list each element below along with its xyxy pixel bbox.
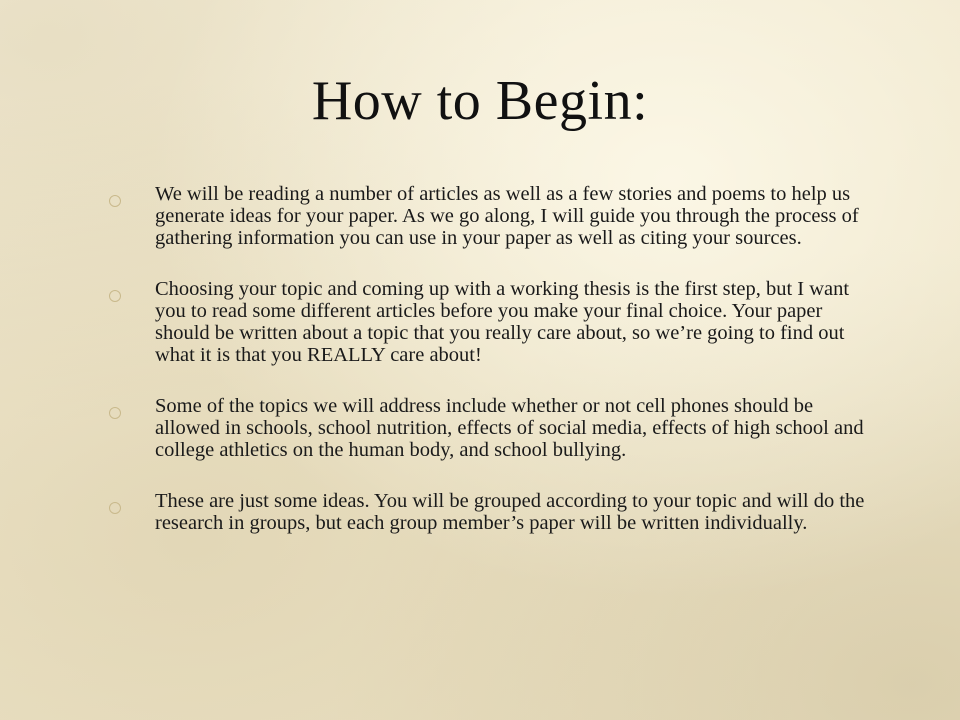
bullet-list bbox=[108, 183, 868, 563]
slide-title: How to Begin: bbox=[311, 70, 649, 132]
bullet-item bbox=[108, 490, 868, 534]
bullet-item bbox=[108, 395, 868, 461]
hollow-circle-bullet-icon bbox=[109, 407, 121, 419]
hollow-circle-bullet-icon bbox=[109, 195, 121, 207]
bullet-text: We will be reading a number of articles as well as a few stories and poems to help us generate ideas for your paper. As we go along, I will guide you through the process of gathering information you can use in your paper as well as citing your sources. bbox=[155, 183, 859, 249]
bullet-item bbox=[108, 183, 868, 249]
bullet-item bbox=[108, 278, 868, 366]
bullet-text: These are just some ideas. You will be grouped according to your topic and will do the research in groups, but each group member’s paper will be written individually. bbox=[155, 490, 865, 534]
hollow-circle-bullet-icon bbox=[109, 502, 121, 514]
bullet-text: Some of the topics we will address include whether or not cell phones should be allowed in schools, school nutrition, effects of social media, effects of high school and college athletics on the human body, and school bullying. bbox=[155, 395, 864, 461]
bullet-text: Choosing your topic and coming up with a working thesis is the first step, but I want you to read some different articles before you make your final choice. Your paper should be written about a topic that you really care about, so we’re going to find out what it is that you REALLY care about! bbox=[155, 278, 850, 366]
hollow-circle-bullet-icon bbox=[109, 290, 121, 302]
